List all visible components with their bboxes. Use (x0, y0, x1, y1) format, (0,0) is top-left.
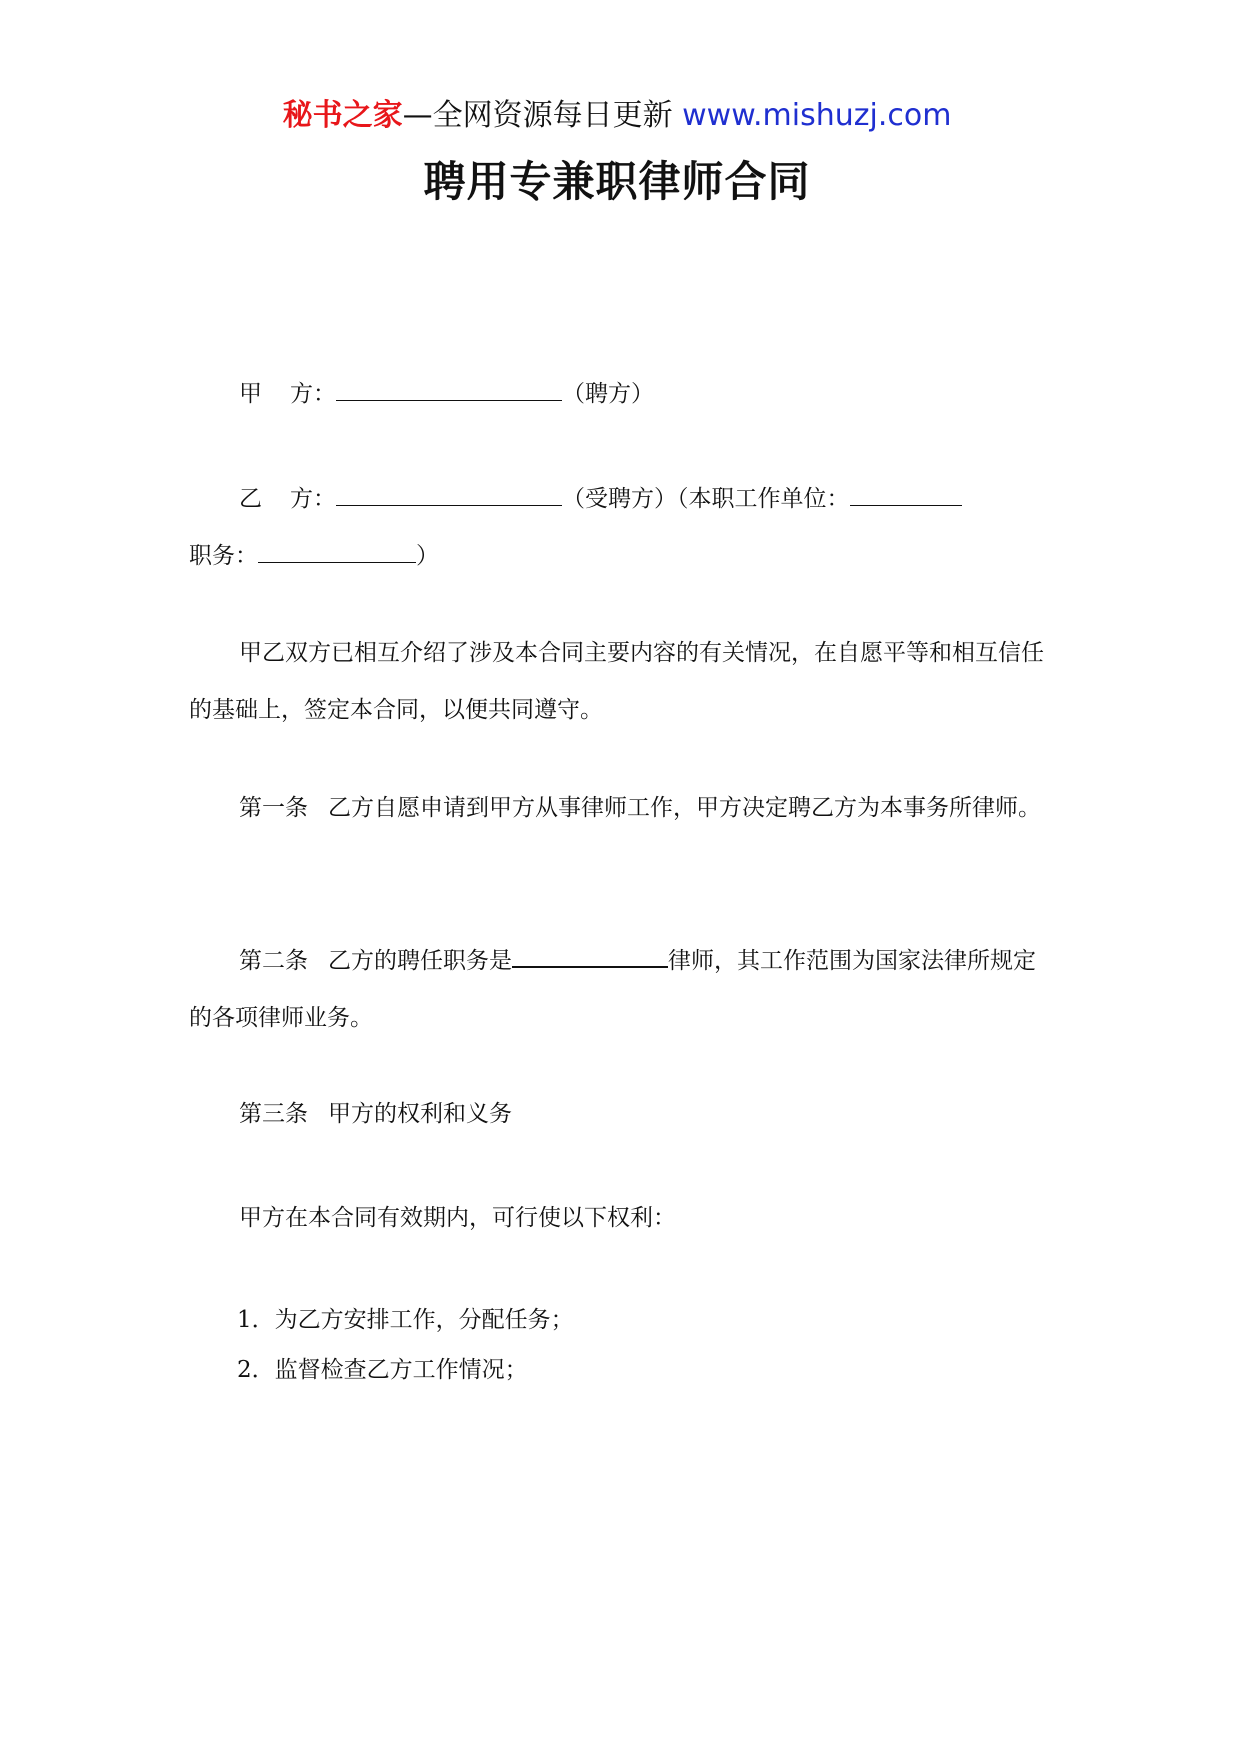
article-2-text-before: 乙方的聘任职务是 (328, 948, 512, 974)
article-2-number: 第二条 (239, 948, 308, 974)
list-item-text: 监督检查乙方工作情况； (274, 1357, 528, 1383)
article-3 (189, 1086, 1044, 1143)
article-1 (189, 780, 1044, 837)
party-a-label-2: 方： (290, 381, 336, 407)
party-a-label-1: 甲 (239, 381, 262, 407)
intro-paragraph: 甲乙双方已相互介绍了涉及本合同主要内容的有关情况，在自愿平等和相互信任的基础上，签定本合同，以便共同遵守。 (189, 640, 1044, 723)
rights-intro: 甲方在本合同有效期内，可行使以下权利： (239, 1205, 676, 1231)
party-b-position-blank[interactable] (258, 536, 416, 563)
list-item-number: 2． (237, 1357, 275, 1383)
party-b-line (189, 471, 1044, 585)
article-3-text: 甲方的权利和义务 (328, 1101, 512, 1127)
list-item-number: 1． (237, 1307, 275, 1333)
party-b-position-label: 职务： (189, 543, 258, 569)
list-item-text: 为乙方安排工作，分配任务； (274, 1307, 574, 1333)
party-b-close: ） (416, 543, 439, 569)
article-1-number: 第一条 (239, 795, 308, 821)
article-2-text-after: 律师，其工作范围为国家法律所规定的各项律师业务。 (189, 948, 1036, 1031)
article-2-title-blank[interactable] (512, 940, 668, 968)
site-url-link[interactable]: www.mishuzj.com (682, 98, 952, 133)
site-slogan: —全网资源每日更新 (402, 98, 673, 133)
party-b-name-blank[interactable] (336, 479, 562, 506)
party-b-label-2: 方： (290, 486, 336, 512)
list-item (189, 1292, 1044, 1349)
document-title: 聘用专兼职律师合同 (423, 157, 811, 206)
article-2 (189, 933, 1044, 1047)
site-brand: 秘书之家 (282, 98, 403, 133)
list-item (189, 1342, 1044, 1399)
party-b-label-1: 乙 (239, 486, 262, 512)
article-1-text: 乙方自愿申请到甲方从事律师工作，甲方决定聘乙方为本事务所律师。 (328, 795, 1041, 821)
site-header (0, 98, 1234, 134)
party-a-suffix: （聘方） (562, 381, 654, 407)
party-a-line (189, 366, 1044, 423)
party-b-suffix: （受聘方）（本职工作单位： (562, 486, 850, 512)
party-b-employer-blank[interactable] (850, 479, 962, 506)
party-a-name-blank[interactable] (336, 374, 562, 401)
article-3-number: 第三条 (239, 1101, 308, 1127)
